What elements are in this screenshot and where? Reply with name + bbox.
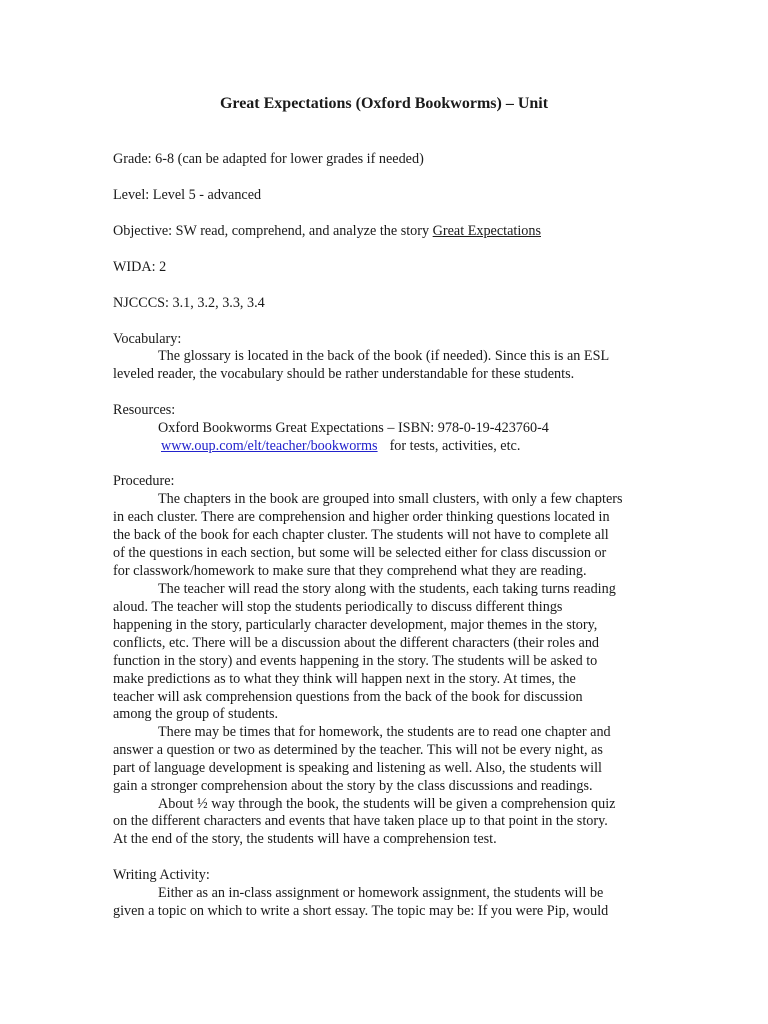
procedure-line: About ½ way through the book, the students will be given a comprehension quiz xyxy=(158,796,616,812)
procedure-line: in each cluster. There are comprehension and higher order thinking questions located in xyxy=(113,509,610,525)
procedure-line: aloud. The teacher will stop the students periodically to discuss different things xyxy=(113,599,563,615)
procedure-line: the back of the book for each chapter cluster. The students will not have to complete all xyxy=(113,527,609,543)
page-title: Great Expectations (Oxford Bookworms) – Unit xyxy=(219,95,549,112)
procedure-line: conflicts, etc. There will be a discussion about the different characters (their roles and xyxy=(113,635,600,651)
resource-link-line xyxy=(161,437,520,455)
procedure-line: answer a question or two as determined by the teacher. This will not be every night, as xyxy=(113,742,603,758)
procedure-line: At the end of the story, the students will have a comprehension test. xyxy=(113,831,497,847)
procedure-line: The chapters in the book are grouped into small clusters, with only a few chapters xyxy=(158,491,623,507)
writing-heading: Writing Activity: xyxy=(113,867,210,883)
procedure-line: among the group of students. xyxy=(113,706,279,722)
writing-line: Either as an in-class assignment or homework assignment, the students will be xyxy=(158,885,604,901)
vocabulary-heading: Vocabulary: xyxy=(113,331,182,347)
link-suffix: for tests, activities, etc. xyxy=(389,438,521,454)
vocabulary-line: The glossary is located in the back of the book (if needed). Since this is an ESL xyxy=(158,348,610,364)
procedure-line: gain a stronger comprehension about the story by the class discussions and readings. xyxy=(113,778,593,794)
procedure-line: on the different characters and events that have taken place up to that point in the story. xyxy=(113,813,608,829)
objective-line xyxy=(113,222,541,240)
bookworms-link[interactable]: www.oup.com/elt/teacher/bookworms xyxy=(161,438,378,454)
writing-line: given a topic on which to write a short essay. The topic may be: If you were Pip, would xyxy=(113,903,609,919)
procedure-line: for classwork/homework to make sure that they comprehend what they are reading. xyxy=(113,563,587,579)
njcccs-line: NJCCCS: 3.1, 3.2, 3.3, 3.4 xyxy=(113,295,265,311)
procedure-line: part of language development is speaking and listening as well. Also, the students will xyxy=(113,760,602,776)
procedure-line: There may be times that for homework, the students are to read one chapter and xyxy=(158,724,611,740)
vocabulary-line: leveled reader, the vocabulary should be rather understandable for these students. xyxy=(113,366,575,382)
procedure-line: happening in the story, particularly character development, major themes in the story, xyxy=(113,617,598,633)
procedure-heading: Procedure: xyxy=(113,473,175,489)
level-line: Level: Level 5 - advanced xyxy=(113,187,262,203)
procedure-line: The teacher will read the story along with the students, each taking turns reading xyxy=(158,581,616,597)
procedure-line: function in the story) and events happening in the story. The students will be asked to xyxy=(113,653,598,669)
objective-text: Objective: SW read, comprehend, and analyze the story xyxy=(113,223,433,239)
resources-heading: Resources: xyxy=(113,402,176,418)
isbn-line: Oxford Bookworms Great Expectations – ISBN: 978-0-19-423760-4 xyxy=(158,420,549,436)
book-title-underlined: Great Expectations xyxy=(432,223,541,239)
procedure-line: teacher will ask comprehension questions from the back of the book for discussion xyxy=(113,689,583,705)
procedure-line: make predictions as to what they think will happen next in the story. At times, the xyxy=(113,671,576,687)
wida-line: WIDA: 2 xyxy=(113,259,167,275)
procedure-line: of the questions in each section, but some will be selected either for class discussion or xyxy=(113,545,607,561)
grade-line: Grade: 6-8 (can be adapted for lower grades if needed) xyxy=(113,151,424,167)
